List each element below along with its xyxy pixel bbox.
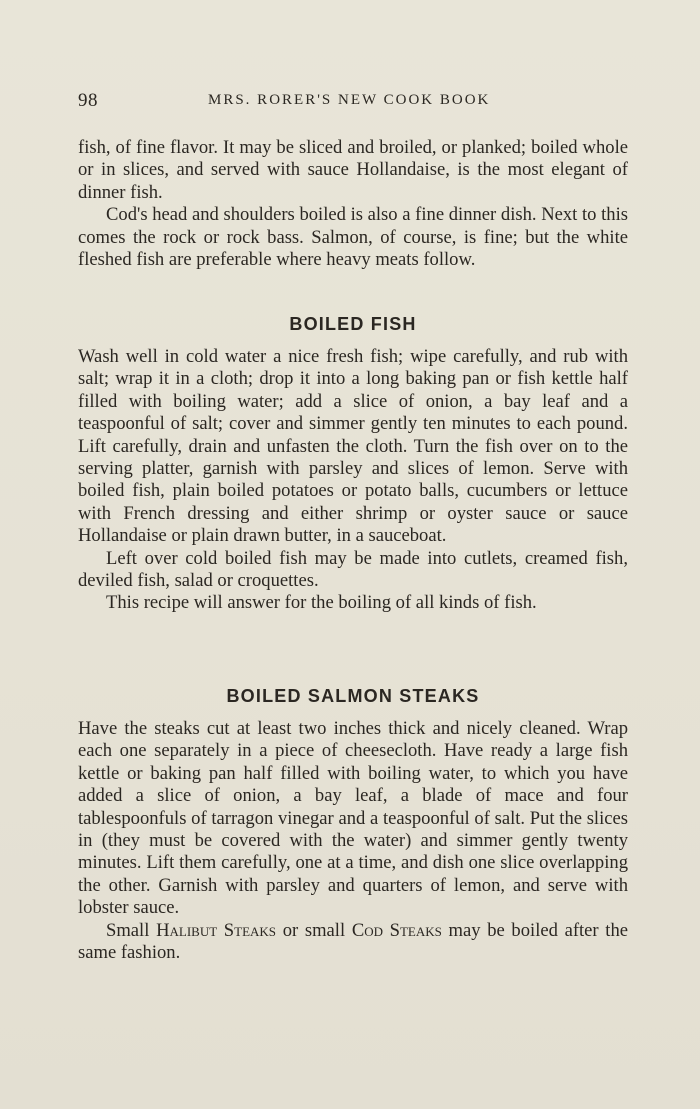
intro-paragraph-1: fish, of fine flavor. It may be sliced and broiled, or planked; boiled whole or in slices, and served with sauce Hollandaise, is the most elegant of dinner fish. (78, 137, 628, 203)
p2-pre: Small (106, 919, 157, 941)
halibut-steaks-term: Halibut Steaks (156, 919, 277, 941)
boiled-fish-paragraph-1: Wash well in cold water a nice fresh fish; wipe carefully, and rub with salt; wrap it in a cloth; drop it into a long baking pan or fish kettle half filled with boiling water; add a slice of onion, a bay leaf and a teaspoonful of salt; cover and simmer gently ten minutes to each pound. Lift carefully, drain and unfasten the cloth. Turn the fish over on to the serving platter, garnish with parsley and slices of lemon. Serve with boiled fish, plain boiled potatoes or potato balls, cucumbers or lettuce with French dressing and either shrimp or oyster sauce or sauce Hollandaise or plain drawn butter, in a sauceboat. (78, 346, 628, 547)
intro-section (78, 137, 628, 271)
boiled-salmon-paragraph-1: Have the steaks cut at least two inches thick and nicely cleaned. Wrap each one separately in a piece of cheesecloth. Have ready a large fish kettle or baking pan half filled with boiling water, to which you have added a slice of onion, a bay leaf, a blade of mace and four tablespoonfuls of tarragon vinegar and a teaspoonful of salt. Put the slices in (they must be covered with the water) and simmer gently twenty minutes. Lift them carefully, one at a time, and dish one slice overlapping the other. Garnish with parsley and quarters of lemon, and serve with lobster sauce. (78, 718, 628, 919)
boiled-fish-section (78, 346, 628, 615)
running-head: MRS. RORER'S NEW COOK BOOK (208, 92, 491, 108)
boiled-salmon-paragraph-2 (78, 920, 628, 965)
boiled-fish-heading: BOILED FISH (289, 314, 417, 334)
boiled-salmon-heading: BOILED SALMON STEAKS (226, 686, 480, 706)
intro-paragraph-2: Cod's head and shoulders boiled is also a fine dinner dish. Next to this comes the rock or rock bass. Salmon, of course, is fine; but the white fleshed fish are preferable where heavy meats follow. (78, 204, 628, 271)
page-number: 98 (78, 90, 98, 111)
boiled-fish-paragraph-2: Left over cold boiled fish may be made into cutlets, creamed fish, deviled fish, salad or croquettes. (78, 547, 628, 592)
page-header (78, 90, 622, 114)
p2-mid: or small (276, 919, 352, 941)
boiled-salmon-section (78, 718, 628, 964)
p2-post: may be boiled after the same fashion. (78, 919, 629, 964)
boiled-fish-paragraph-3: This recipe will answer for the boiling of all kinds of fish. (106, 592, 537, 614)
cod-steaks-term: Cod Steaks (351, 919, 442, 941)
